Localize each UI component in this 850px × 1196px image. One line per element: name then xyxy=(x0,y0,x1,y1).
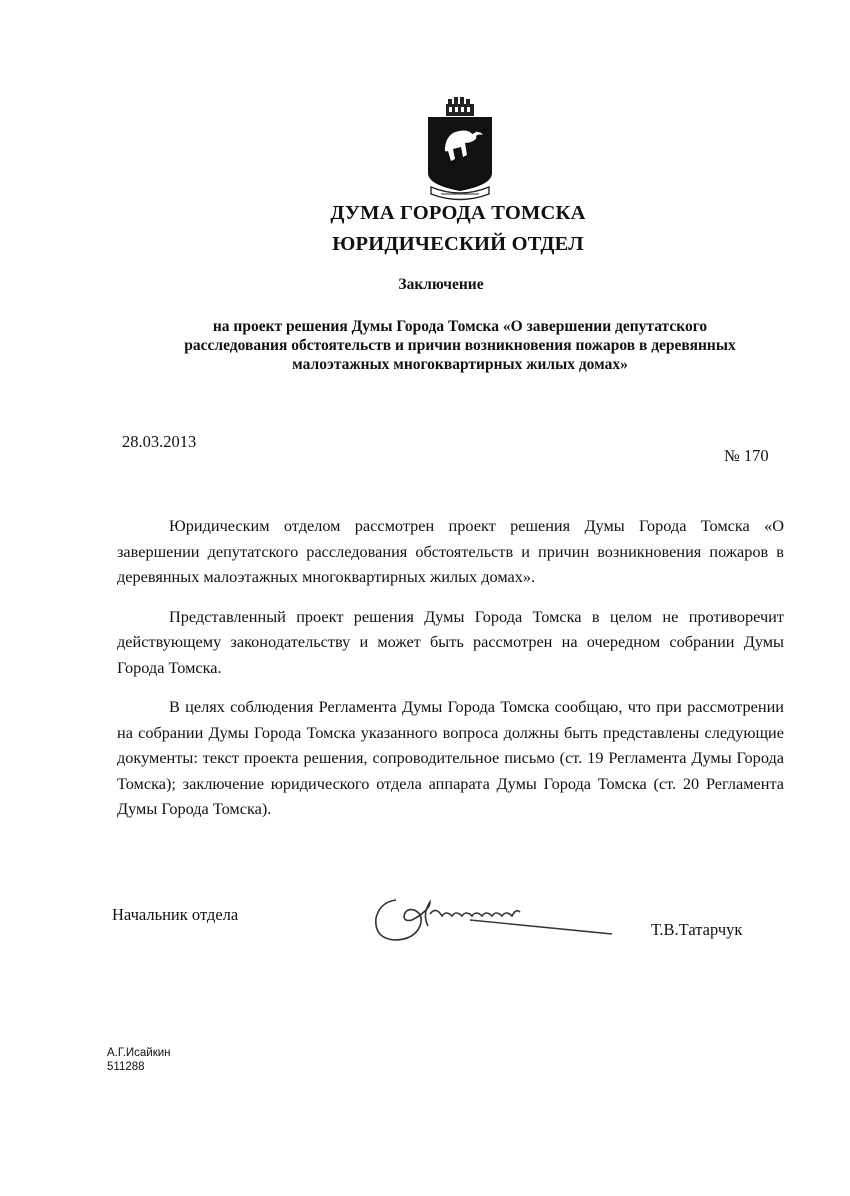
document-subject xyxy=(110,317,810,374)
shield-icon xyxy=(428,117,492,191)
document-date: 28.03.2013 xyxy=(122,432,197,451)
subject-line: на проект решения Думы Города Томска «О завершении депутатского xyxy=(212,318,708,335)
executor-name: А.Г.Исайкин xyxy=(107,1047,171,1059)
body-paragraph: В целях соблюдения Регламента Думы Города Томска сообщаю, что при рассмотрении на собрании Думы Города Томска указанного вопроса должны быть представлены следующие документы: текст проекта решения, сопроводительное письмо (ст. 19 Регламента Думы Города Томска); заключение юридического отдела аппарата Думы Города Томска (ст. 20 Регламента Думы Города Томска). xyxy=(117,697,784,818)
crown-icon xyxy=(446,97,474,116)
coat-of-arms-emblem xyxy=(425,95,495,203)
subject-line: расследования обстоятельств и причин возникновения пожаров в деревянных xyxy=(184,337,736,354)
organization-title: ДУМА ГОРОДА ТОМСКА xyxy=(330,202,586,224)
document-number: № 170 xyxy=(724,446,769,465)
body-paragraph: Представленный проект решения Думы Города Томска в целом не противоречит действующему законодательству и может быть рассмотрен на очередном собрании Думы Города Томска. xyxy=(117,606,784,677)
document-type: Заключение xyxy=(398,276,484,293)
signatory-position: Начальник отдела xyxy=(112,905,239,924)
subject-line: малоэтажных многоквартирных жилых домах» xyxy=(292,356,628,373)
department-title: ЮРИДИЧЕСКИЙ ОТДЕЛ xyxy=(332,233,584,255)
signatory-name: Т.В.Татарчук xyxy=(651,920,743,939)
handwritten-signature xyxy=(370,880,620,952)
document-body xyxy=(117,513,784,836)
executor-info xyxy=(107,1046,171,1074)
executor-phone: 511288 xyxy=(107,1061,145,1073)
body-paragraph: Юридическим отделом рассмотрен проект решения Думы Города Томска «О завершении депутатского расследования обстоятельств и причин возникновения пожаров в деревянных малоэтажных многоквартирных жилых домах». xyxy=(117,516,784,586)
